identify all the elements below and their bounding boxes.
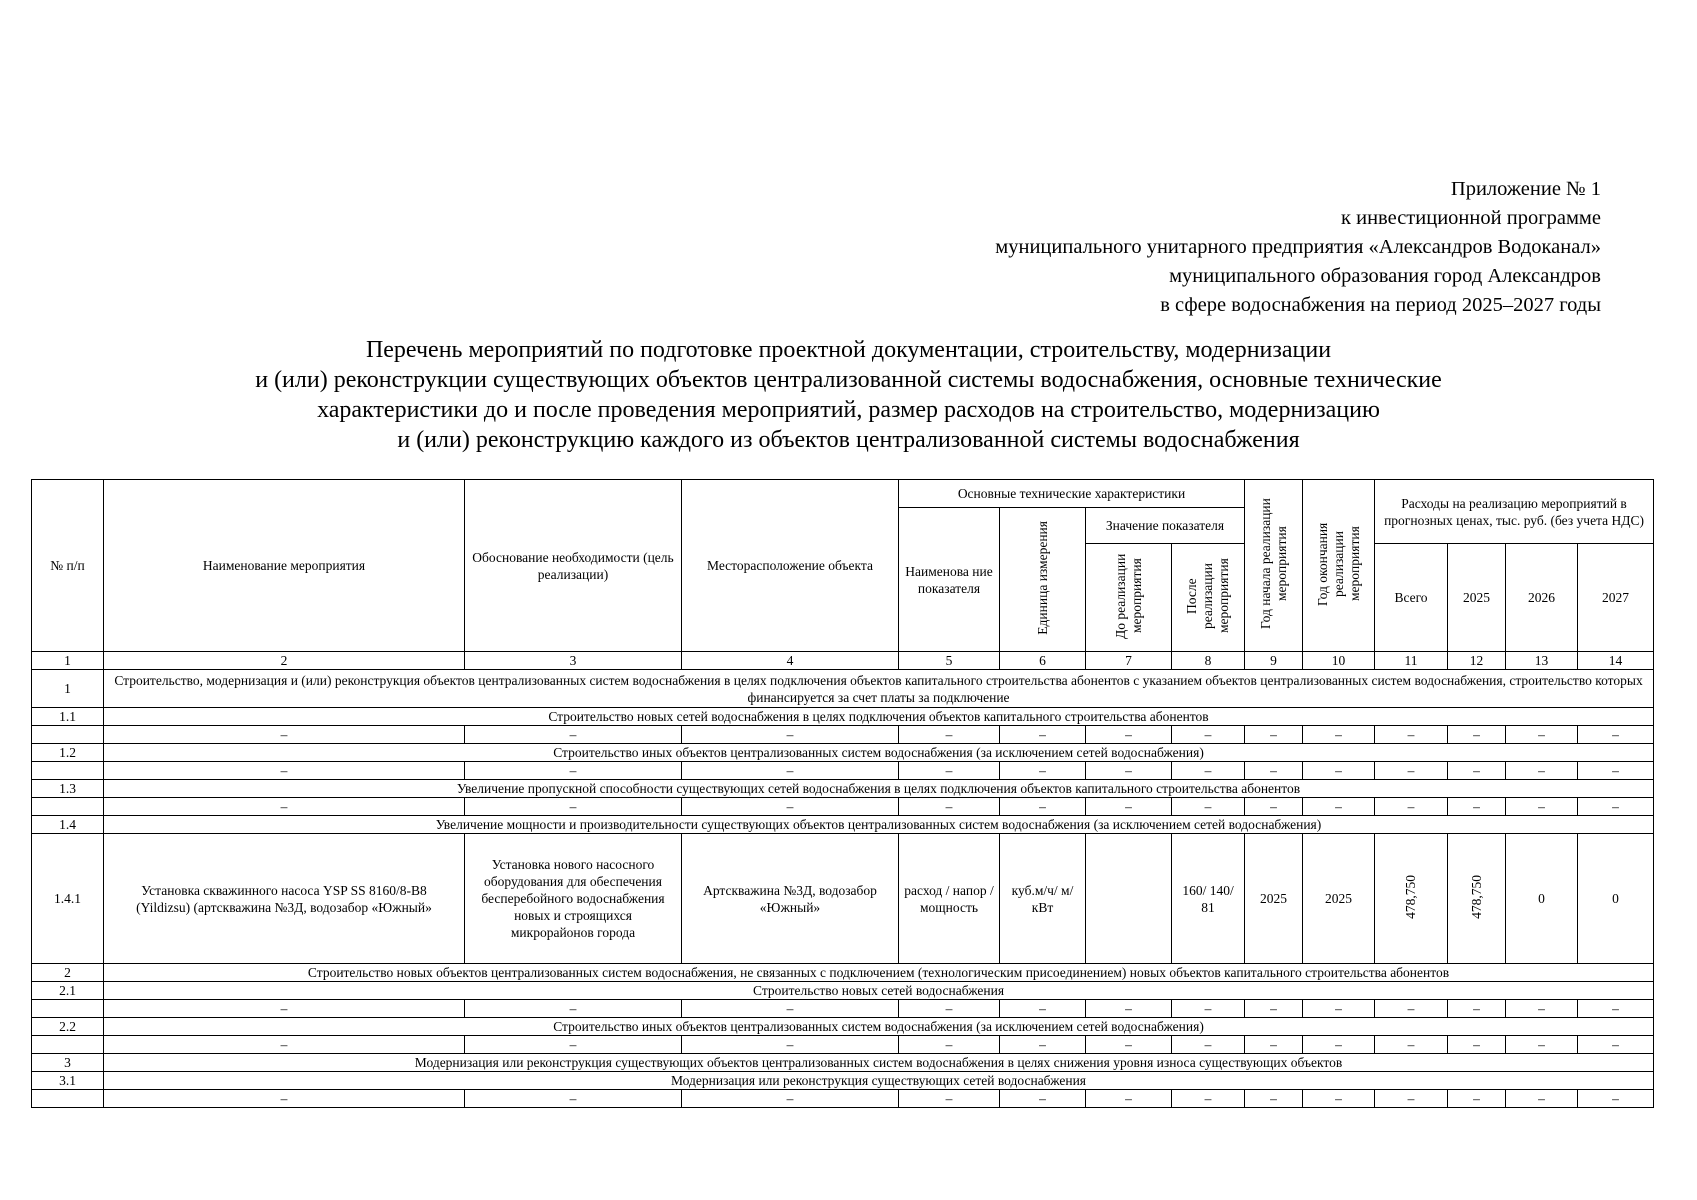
section-num: 2 bbox=[32, 964, 104, 982]
header-year-end: Год окончания реализации мероприятия bbox=[1314, 521, 1362, 606]
appendix-line-5: в сфере водоснабжения на период 2025–2027 годы bbox=[1160, 294, 1601, 316]
section-row bbox=[32, 1018, 1654, 1036]
dash-cell: – bbox=[1578, 1036, 1654, 1054]
dash-cell: – bbox=[1448, 1036, 1506, 1054]
dash-cell: – bbox=[1172, 1000, 1245, 1018]
item-total: 478,750 bbox=[1403, 874, 1419, 919]
dash-cell: – bbox=[1578, 798, 1654, 816]
section-text: Строительство иных объектов централизованных систем водоснабжения (за исключением сетей водоснабжения) bbox=[104, 1018, 1654, 1036]
header-reason: Обоснование необходимости (цель реализации) bbox=[465, 480, 682, 652]
section-text: Строительство, модернизация и (или) реконструкция объектов централизованных систем водоснабжения в целях подключения объектов капитального строительства абонентов с указанием объектов централизованных систем водоснабжения, строительство которых финансируется за счет платы за подключение bbox=[104, 670, 1654, 708]
dash-cell: – bbox=[1086, 798, 1172, 816]
col-number: 4 bbox=[682, 652, 899, 670]
dash-cell: – bbox=[1375, 1090, 1448, 1108]
dash-cell: – bbox=[1303, 762, 1375, 780]
item-year-start: 2025 bbox=[1245, 834, 1303, 964]
item-after: 160/ 140/ 81 bbox=[1172, 834, 1245, 964]
dash-cell: – bbox=[1448, 726, 1506, 744]
item-2025-cell bbox=[1448, 834, 1506, 964]
dash-cell: – bbox=[1448, 798, 1506, 816]
dash-cell: – bbox=[1303, 726, 1375, 744]
dash-cell: – bbox=[682, 798, 899, 816]
dash-cell: – bbox=[1506, 798, 1578, 816]
dash-cell: – bbox=[465, 726, 682, 744]
section-num: 1.3 bbox=[32, 780, 104, 798]
dash-cell: – bbox=[1578, 762, 1654, 780]
col-number: 2 bbox=[104, 652, 465, 670]
empty-row bbox=[32, 726, 1654, 744]
dash-cell: – bbox=[1448, 762, 1506, 780]
title-line-2: и (или) реконструкции существующих объектов централизованной системы водоснабжения, основные технические bbox=[255, 367, 1442, 393]
section-row bbox=[32, 1054, 1654, 1072]
dash-cell: – bbox=[899, 798, 1000, 816]
header-total: Всего bbox=[1375, 544, 1448, 652]
section-num: 2.2 bbox=[32, 1018, 104, 1036]
dash-cell: – bbox=[1303, 1090, 1375, 1108]
dash-cell: – bbox=[1375, 762, 1448, 780]
dash-cell: – bbox=[682, 726, 899, 744]
section-num: 1.1 bbox=[32, 708, 104, 726]
header-value-group: Значение показателя bbox=[1086, 508, 1245, 544]
section-text: Строительство новых сетей водоснабжения в целях подключения объектов капитального строительства абонентов bbox=[104, 708, 1654, 726]
dash-cell: – bbox=[1375, 726, 1448, 744]
dash-cell: – bbox=[1375, 1036, 1448, 1054]
dash-cell: – bbox=[1578, 726, 1654, 744]
dash-cell: – bbox=[1000, 1036, 1086, 1054]
section-text: Увеличение пропускной способности существующих сетей водоснабжения в целях подключения объектов капитального строительства абонентов bbox=[104, 780, 1654, 798]
dash-cell: – bbox=[1086, 1000, 1172, 1018]
item-total-cell bbox=[1375, 834, 1448, 964]
dash-cell: – bbox=[104, 798, 465, 816]
dash-cell: – bbox=[1245, 1036, 1303, 1054]
header-name: Наименование мероприятия bbox=[104, 480, 465, 652]
header-num: № п/п bbox=[32, 480, 104, 652]
section-row bbox=[32, 780, 1654, 798]
dash-cell: – bbox=[1245, 762, 1303, 780]
appendix-line-4: муниципального образования город Александров bbox=[1169, 265, 1601, 287]
item-before bbox=[1086, 834, 1172, 964]
dash-cell: – bbox=[104, 1036, 465, 1054]
col-number: 7 bbox=[1086, 652, 1172, 670]
dash-cell: – bbox=[1172, 1036, 1245, 1054]
dash-cell: – bbox=[465, 798, 682, 816]
dash-cell: – bbox=[899, 762, 1000, 780]
section-text: Строительство иных объектов централизованных систем водоснабжения (за исключением сетей водоснабжения) bbox=[104, 744, 1654, 762]
dash-cell: – bbox=[1245, 1090, 1303, 1108]
dash-cell: – bbox=[1245, 726, 1303, 744]
header-unit-cell bbox=[1000, 508, 1086, 652]
dash-cell: – bbox=[1506, 1036, 1578, 1054]
col-number: 13 bbox=[1506, 652, 1578, 670]
header-year-start: Год начала реализации мероприятия bbox=[1257, 498, 1289, 629]
header-before: До реализации мероприятия bbox=[1112, 552, 1144, 639]
dash-cell: – bbox=[1245, 1000, 1303, 1018]
header-unit: Единица измерения bbox=[1034, 520, 1050, 635]
empty-cell bbox=[32, 726, 104, 744]
empty-cell bbox=[32, 1000, 104, 1018]
header-2026: 2026 bbox=[1506, 544, 1578, 652]
section-row bbox=[32, 1072, 1654, 1090]
dash-cell: – bbox=[1375, 1000, 1448, 1018]
dash-cell: – bbox=[465, 1090, 682, 1108]
dash-cell: – bbox=[1086, 762, 1172, 780]
col-number: 6 bbox=[1000, 652, 1086, 670]
header-after-cell bbox=[1172, 544, 1245, 652]
section-text: Модернизация или реконструкция существующих объектов централизованных систем водоснабжения в целях снижения уровня износа существующих объектов bbox=[104, 1054, 1654, 1072]
dash-cell: – bbox=[1303, 1036, 1375, 1054]
header-costs-group: Расходы на реализацию мероприятий в прогнозных ценах, тыс. руб. (без учета НДС) bbox=[1375, 480, 1654, 544]
header-indicator-name: Наименова ние показателя bbox=[899, 508, 1000, 652]
dash-cell: – bbox=[1086, 1036, 1172, 1054]
header-before-cell bbox=[1086, 544, 1172, 652]
empty-row bbox=[32, 1090, 1654, 1108]
section-num: 3 bbox=[32, 1054, 104, 1072]
dash-cell: – bbox=[465, 1000, 682, 1018]
title-line-3: характеристики до и после проведения мероприятий, размер расходов на строительство, модернизацию bbox=[317, 397, 1380, 423]
col-number: 8 bbox=[1172, 652, 1245, 670]
section-text: Строительство новых объектов централизованных систем водоснабжения, не связанных с подключением (технологическим присоединением) новых объектов капитального строительства абонентов bbox=[104, 964, 1654, 982]
dash-cell: – bbox=[1172, 798, 1245, 816]
section-row bbox=[32, 744, 1654, 762]
appendix-line-1: Приложение № 1 bbox=[1450, 178, 1601, 200]
dash-cell: – bbox=[465, 762, 682, 780]
dash-cell: – bbox=[104, 1090, 465, 1108]
dash-cell: – bbox=[104, 762, 465, 780]
dash-cell: – bbox=[682, 762, 899, 780]
header-year-end-cell bbox=[1303, 480, 1375, 652]
dash-cell: – bbox=[899, 726, 1000, 744]
title-line-4: и (или) реконструкцию каждого из объектов централизованной системы водоснабжения bbox=[397, 427, 1300, 453]
item-reason: Установка нового насосного оборудования для обеспечения бесперебойного водоснабжения новых и строящихся микрорайонов города bbox=[465, 834, 682, 964]
dash-cell: – bbox=[1000, 762, 1086, 780]
dash-cell: – bbox=[104, 1000, 465, 1018]
dash-cell: – bbox=[1506, 726, 1578, 744]
empty-row bbox=[32, 1000, 1654, 1018]
dash-cell: – bbox=[1303, 798, 1375, 816]
col-number: 11 bbox=[1375, 652, 1448, 670]
empty-cell bbox=[32, 1036, 104, 1054]
dash-cell: – bbox=[1000, 1000, 1086, 1018]
empty-cell bbox=[32, 762, 104, 780]
dash-cell: – bbox=[1448, 1000, 1506, 1018]
section-num: 1 bbox=[32, 670, 104, 708]
item-year-end: 2025 bbox=[1303, 834, 1375, 964]
section-row bbox=[32, 982, 1654, 1000]
dash-cell: – bbox=[1375, 798, 1448, 816]
appendix-block bbox=[995, 175, 1601, 320]
empty-cell bbox=[32, 1090, 104, 1108]
item-num: 1.4.1 bbox=[32, 834, 104, 964]
dash-cell: – bbox=[1086, 1090, 1172, 1108]
appendix-line-3: муниципального унитарного предприятия «Александров Водоканал» bbox=[995, 236, 1601, 258]
col-number: 9 bbox=[1245, 652, 1303, 670]
dash-cell: – bbox=[1506, 762, 1578, 780]
dash-cell: – bbox=[1245, 798, 1303, 816]
dash-cell: – bbox=[1506, 1000, 1578, 1018]
dash-cell: – bbox=[1303, 1000, 1375, 1018]
appendix-line-2: к инвестиционной программе bbox=[1341, 207, 1601, 229]
item-2027: 0 bbox=[1578, 834, 1654, 964]
item-indicator: расход / напор / мощность bbox=[899, 834, 1000, 964]
col-number: 10 bbox=[1303, 652, 1375, 670]
dash-cell: – bbox=[1578, 1000, 1654, 1018]
item-2025: 478,750 bbox=[1468, 874, 1484, 919]
dash-cell: – bbox=[899, 1000, 1000, 1018]
measures-table bbox=[31, 479, 1654, 1108]
dash-cell: – bbox=[465, 1036, 682, 1054]
col-number: 1 bbox=[32, 652, 104, 670]
col-number: 12 bbox=[1448, 652, 1506, 670]
dash-cell: – bbox=[682, 1036, 899, 1054]
dash-cell: – bbox=[1172, 762, 1245, 780]
item-name: Установка скважинного насоса YSP SS 8160/8-B8 (Yildizsu) (артскважина №3Д, водозабор «Южный» bbox=[104, 834, 465, 964]
document-title bbox=[40, 335, 1657, 455]
item-location: Артскважина №3Д, водозабор «Южный» bbox=[682, 834, 899, 964]
col-number: 14 bbox=[1578, 652, 1654, 670]
header-tech-group: Основные технические характеристики bbox=[899, 480, 1245, 508]
section-row bbox=[32, 964, 1654, 982]
header-location: Месторасположение объекта bbox=[682, 480, 899, 652]
header-2025: 2025 bbox=[1448, 544, 1506, 652]
header-row-1 bbox=[32, 480, 1654, 508]
item-unit: куб.м/ч/ м/ кВт bbox=[1000, 834, 1086, 964]
section-num: 1.4 bbox=[32, 816, 104, 834]
item-2026: 0 bbox=[1506, 834, 1578, 964]
dash-cell: – bbox=[104, 726, 465, 744]
title-line-1: Перечень мероприятий по подготовке проектной документации, строительству, модернизации bbox=[365, 337, 1332, 363]
section-text: Увеличение мощности и производительности существующих объектов централизованных систем водоснабжения (за исключением сетей водоснабжения) bbox=[104, 816, 1654, 834]
dash-cell: – bbox=[1000, 798, 1086, 816]
dash-cell: – bbox=[1000, 1090, 1086, 1108]
section-num: 1.2 bbox=[32, 744, 104, 762]
section-row bbox=[32, 670, 1654, 708]
dash-cell: – bbox=[682, 1090, 899, 1108]
dash-cell: – bbox=[1506, 1090, 1578, 1108]
header-year-start-cell bbox=[1245, 480, 1303, 652]
empty-row bbox=[32, 1036, 1654, 1054]
dash-cell: – bbox=[1448, 1090, 1506, 1108]
section-num: 3.1 bbox=[32, 1072, 104, 1090]
dash-cell: – bbox=[899, 1090, 1000, 1108]
table-row-1-4-1 bbox=[32, 834, 1654, 964]
header-2027: 2027 bbox=[1578, 544, 1654, 652]
dash-cell: – bbox=[1172, 726, 1245, 744]
empty-row bbox=[32, 762, 1654, 780]
col-number: 5 bbox=[899, 652, 1000, 670]
empty-row bbox=[32, 798, 1654, 816]
section-row bbox=[32, 708, 1654, 726]
section-num: 2.1 bbox=[32, 982, 104, 1000]
dash-cell: – bbox=[899, 1036, 1000, 1054]
header-after: После реализации мероприятия bbox=[1184, 558, 1231, 633]
section-text: Модернизация или реконструкция существующих сетей водоснабжения bbox=[104, 1072, 1654, 1090]
dash-cell: – bbox=[1172, 1090, 1245, 1108]
dash-cell: – bbox=[1000, 726, 1086, 744]
column-numbers-row bbox=[32, 652, 1654, 670]
dash-cell: – bbox=[682, 1000, 899, 1018]
section-text: Строительство новых сетей водоснабжения bbox=[104, 982, 1654, 1000]
dash-cell: – bbox=[1578, 1090, 1654, 1108]
dash-cell: – bbox=[1086, 726, 1172, 744]
col-number: 3 bbox=[465, 652, 682, 670]
empty-cell bbox=[32, 798, 104, 816]
section-row bbox=[32, 816, 1654, 834]
